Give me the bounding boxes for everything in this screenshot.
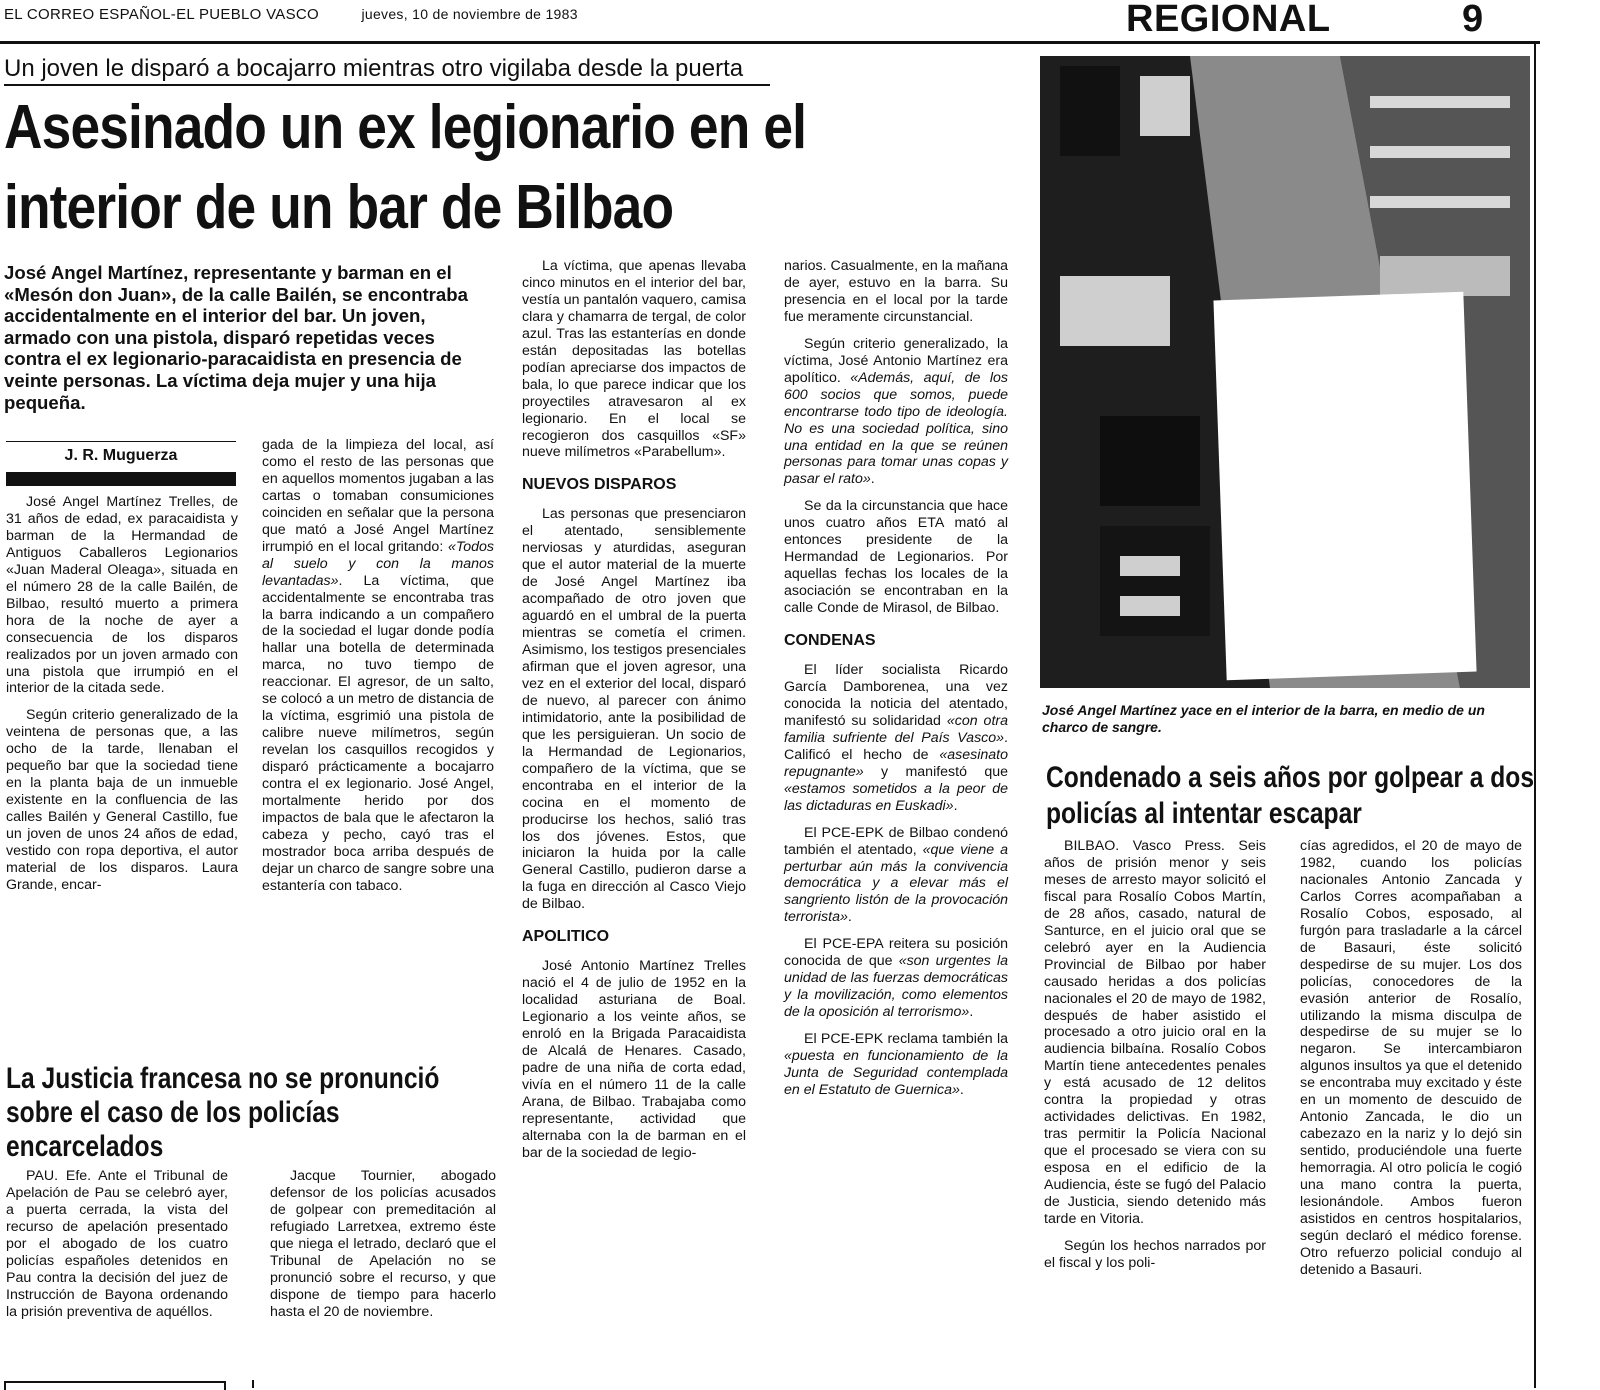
paragraph: Según los hechos narrados por el fiscal y los poli- <box>1044 1237 1266 1271</box>
bar-interior-image <box>1040 56 1530 688</box>
masthead <box>4 6 578 23</box>
lead-column-3 <box>522 258 746 1172</box>
paragraph: PAU. Efe. Ante el Tribunal de Apelación de Pau se celebró ayer, a puerta cerrada, la vista del recurso de apelación presentado por el abogado de los cuatro policías españoles detenidos en Pau contra la decisión del juez de Instrucción de Bayona ordenando la prisión preventiva de aquéllos. <box>6 1168 228 1320</box>
paragraph: Se da la circunstancia que hace unos cuatro años ETA mató al entonces presidente de la Hermandad de Legionarios. Por aquellas fechas los locales de la asociación se encontraban en la calle Conde de Mirasol, de Bilbao. <box>784 498 1008 617</box>
paragraph: Las personas que presenciaron el atentado, sensiblemente nerviosas y aturdidas, aseguran que el autor material de la muerte de José Angel Martínez iba acompañado de otro joven que aguardó en el umbral de la puerta mientras se cometía el crimen. Asimismo, los testigos presenciales afirman que el joven agresor, una vez en el exterior del local, disparó de nuevo, al parecer con ánimo intimidatorio, ante la posibilidad de que les persiguieran. Un socio de la Hermandad de Legionarios, compañero de la víctima, que se encontraba en el interior de la cocina en el momento de producirse los hechos, salió tras los dos jóvenes. Estos, que iniciaron la huida por la calle General Castillo, pudieron darse a la fuga en dirección al Casco Viejo de Bilbao. <box>522 506 746 913</box>
paragraph: narios. Casualmente, en la mañana de ayer, estuvo en la barra. Su presencia en el local por la tarde fue meramente circunstancial. <box>784 258 1008 325</box>
paragraph: Según criterio generalizado de la veintena de personas que, a las ocho de la tarde, llenaban el pequeño bar que la sociedad tiene en la planta baja de un inmueble existente en la confluencia de las calles Bailén y General Castillo, fue un joven de unos 24 años de edad, vestido con ropa deportiva, el autor material de los disparos. Laura Grande, encar- <box>6 707 238 893</box>
paragraph: Jacque Tournier, abogado defensor de los policías acusados de golpear con premeditación al refugiado Larretxea, extremo éste que niega el letrado, declaró que el Tribunal de Apelación no se pronunció sobre el recurso, y que dispone de tiempo para hacerlo hasta el 20 de noviembre. <box>270 1168 496 1320</box>
paragraph: BILBAO. Vasco Press. Seis años de prisión menor y seis meses de arresto mayor solicitó el fiscal para Rosalío Cobos Martín, de 28 años, casado, natural de Santurce, en el juicio oral que se celebró ayer en la Audiencia Provincial de Bilbao por haber causado heridas a dos policías nacionales el 20 de mayo de 1982, después de haber asistido el procesado a otro juicio oral en la audiencia bilbaína. Rosalío Cobos Martín tiene antecedentes penales y está acusado de 12 delitos contra la propiedad y otras actividades delictivas. En 1982, tras permitir la Policía Nacional que el procesado se viera con su esposa en el edificio de la Audiencia, éste se fugó del Palacio de Justicia, siendo detenido más tarde en Vitoria. <box>1044 838 1266 1227</box>
newspaper-name: EL CORREO ESPAÑOL-EL PUEBLO VASCO <box>4 6 319 23</box>
paragraph: La víctima, que apenas llevaba cinco minutos en el interior del bar, vestía un pantalón vaquero, camisa clara y chamarra de tergal, de color azul. Tras las estanterías en donde están depositadas las botellas podían apreciarse dos impactos de bala, lo que parece indicar que los proyectiles atravesaron al ex legionario. En el local se recogieron dos casquillos «SF» nueve milímetros «Parabellum». <box>522 258 746 461</box>
lead-kicker: Un joven le disparó a bocajarro mientras otro vigilaba desde la puerta <box>4 55 744 82</box>
story2-column-2 <box>1300 838 1522 1289</box>
footer-rule <box>252 1380 254 1388</box>
photo-caption: José Angel Martínez yace en el interior de la barra, en medio de un charco de sangre. <box>1042 702 1485 735</box>
header-rule <box>0 41 1540 44</box>
subhead-apolitico: APOLITICO <box>522 928 610 946</box>
byline: J. R. Muguerza <box>64 447 178 464</box>
paragraph: Según criterio generalizado, la víctima, José Antonio Martínez era apolítico. «Además, aquí, de los 600 socios que somos, puede encontrarse todo tipo de ideología. No es una sociedad política, sino una entidad en la que se reúnen personas para tomar unas copas y pasar el rato». <box>784 335 1008 488</box>
page-number: 9 <box>1462 0 1484 40</box>
subhead-condenas: CONDENAS <box>784 632 876 650</box>
lead-column-4 <box>784 258 1008 1109</box>
paragraph: José Antonio Martínez Trelles nació el 4 de julio de 1952 en la localidad asturiana de Boal. Legionario a los veinte años, se enroló en la Brigada Paracaidista de Alcalá de Henares. Casado, padre de una niña de corta edad, vivía en el número 11 de la calle Arana, de Bilbao. Trabajaba como representante, actividad que alternaba con la de barman en el bar de la sociedad de legio- <box>522 958 746 1161</box>
section-title: REGIONAL <box>1126 0 1331 40</box>
lead-column-2 <box>262 437 494 905</box>
paragraph: El PCE-EPA reitera su posición conocida de que «son urgentes la unidad de las fuerzas democráticas y la movilización, como elementos de la oposición al terrorismo». <box>784 936 1008 1021</box>
paragraph: El PCE-EPK reclama también la «puesta en funcionamiento de la Junta de Seguridad contemplada en el Estatuto de Guernica». <box>784 1031 1008 1098</box>
lead-headline: Asesinado un ex legionario en el interior de un bar de Bilbao <box>4 93 807 242</box>
right-margin-rule <box>1534 41 1536 1388</box>
issue-date: jueves, 10 de noviembre de 1983 <box>361 6 578 22</box>
byline-bottom-bar <box>6 472 236 486</box>
paragraph: El líder socialista Ricardo García Damborenea, una vez conocida la noticia del atentado, manifestó su solidaridad «con otra familia sufriente del País Vasco». Calificó el hecho de «asesinato repugnante» y manifestó que «estamos sometidos a la peor de las dictaduras en Euskadi». <box>784 662 1009 814</box>
subhead-nuevos-disparos: NUEVOS DISPAROS <box>522 476 677 494</box>
story3-headline: La Justicia francesa no se pronunció sobre el caso de los policías encarcelados <box>6 1062 440 1163</box>
story2-column-1 <box>1044 838 1266 1282</box>
lead-summary: José Angel Martínez, representante y barman en el «Mesón don Juan», de la calle Bailén, se encontraba accidentalmente en el interior del bar. Un joven, armado con una pistola, disparó repetidas veces contra el ex legionario-paracaidista en presencia de veinte personas. La víctima deja mujer y una hija pequeña. <box>4 262 468 413</box>
news-photo <box>1040 56 1530 688</box>
lead-column-1 <box>6 494 238 904</box>
footer-box <box>4 1381 226 1390</box>
paragraph: El PCE-EPK de Bilbao condenó también el atentado, «que viene a perturbar aún más la convivencia democrática y a elevar más el sangriento listón de la provocación terrorista». <box>784 824 1008 926</box>
story3-column-1 <box>6 1168 228 1331</box>
story3-column-2 <box>270 1168 496 1331</box>
story2-headline: Condenado a seis años por golpear a dos policías al intentar escapar <box>1046 761 1535 830</box>
paragraph: gada de la limpieza del local, así como el resto de las personas que en aquellos momentos jugaban a las cartas o tomaban consumiciones coinciden en señalar que la persona que mató a José Angel Martínez irrumpió en el local gritando: «Todos al suelo y con la manos levantadas». La víctima, que accidentalmente se encontraba tras la barra indicando a un compañero de la sociedad el lugar donde podía hallar una botella de determinada marca, no tuvo tiempo de reaccionar. El agresor, de un salto, se colocó a un metro de distancia de la víctima, esgrimió una pistola de calibre nueve milímetros, según revelan los casquillos recogidos y disparó prácticamente a bocajarro contra el ex legionario. José Angel, mortalmente herido por dos impactos de bala que le afectaron la cabeza y pecho, cayó tras el mostrador boca arriba después de dejar un charco de sangre sobre una estantería con tabaco. <box>262 437 494 894</box>
byline-top-rule <box>6 441 236 442</box>
kicker-underline <box>4 84 770 86</box>
paragraph: cías agredidos, el 20 de mayo de 1982, cuando los policías nacionales Antonio Zancada y Carlos Corres acompañaban a Rosalío Cobos, esposado, al furgón para trasladarle a la cárcel de Basauri, éste solicitó despedirse de su mujer. Los dos policías, conocedores de la evasión anterior de Rosalío, utilizando la misma disculpa de despedirse de su mujer se lo negaron. Se intercambiaron algunos insultos ya que el detenido se encontraba muy excitado y éste en un momento de descuido de Antonio Zancada, le dio un cabezazo en la nariz y lo dejó sin sentido, produciéndole una fuerte hemorragia. Al otro policía le cogió una mano contra la puerta, lesionándole. Ambos fueron asistidos en centros hospitalarios, según declaró el médico forense. Otro refuerzo policial condujo al detenido a Basauri. <box>1300 838 1522 1278</box>
paragraph: José Angel Martínez Trelles, de 31 años de edad, ex paracaidista y barman de la Hermandad de Antiguos Caballeros Legionarios «Juan Maderal Oleaga», situada en el número 28 de la calle Bailén, de Bilbao, resultó muerto a primera hora de la noche de ayer a consecuencia de los disparos realizados por un joven armado con una pistola que irrumpió en el interior de la citada sede. <box>6 494 238 697</box>
